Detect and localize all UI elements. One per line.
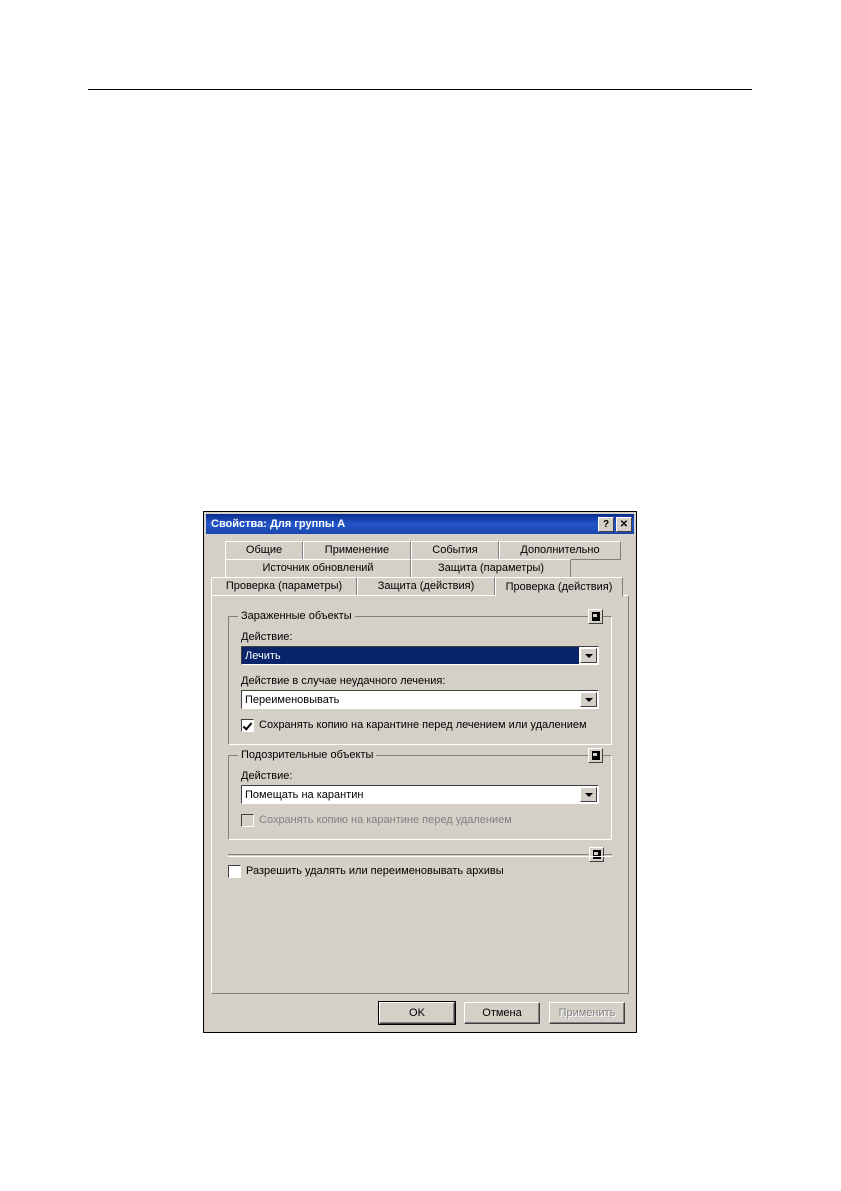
combo-infected-fallback-value: Переименовывать (245, 693, 340, 706)
tab-row-1 (211, 541, 629, 560)
lock-icon-suspicious[interactable] (588, 748, 603, 763)
tab-sobytiya[interactable]: События (411, 541, 499, 560)
group-infected-title: Зараженные объекты (238, 610, 355, 622)
combo-infected-fallback[interactable] (241, 690, 599, 709)
combo-infected-action-value: Лечить (242, 647, 579, 664)
tab-pane-proverka-deystviya (211, 595, 629, 994)
tab-obshchie[interactable]: Общие (225, 541, 303, 560)
combo-suspicious-action-value: Помещать на карантин (245, 788, 364, 801)
dialog-titlebar[interactable] (206, 514, 634, 534)
label-suspicious-action: Действие: (241, 770, 293, 782)
lock-glyph (593, 850, 601, 859)
combo-suspicious-action[interactable] (241, 785, 599, 804)
group-suspicious-title: Подозрительные объекты (238, 749, 376, 761)
tab-proverka-deystviya[interactable]: Проверка (действия) (495, 577, 623, 597)
checkbox-row-allow-archives[interactable] (228, 865, 612, 878)
close-icon[interactable]: ✕ (616, 517, 632, 532)
cancel-button[interactable]: Отмена (464, 1002, 540, 1024)
tab-proverka-parametry[interactable]: Проверка (параметры) (211, 577, 357, 596)
chevron-down-icon[interactable] (580, 787, 597, 802)
chevron-down-icon[interactable] (580, 692, 597, 707)
tab-zashchita-parametry[interactable]: Защита (параметры) (411, 559, 571, 578)
properties-dialog (203, 511, 637, 1033)
label-infected-action: Действие: (241, 631, 293, 643)
tab-row-3 (211, 577, 629, 596)
checkbox-suspicious-quarantine (241, 814, 254, 827)
help-icon[interactable]: ? (598, 517, 614, 532)
checkbox-infected-quarantine-label: Сохранять копию на карантине перед лечением или удалением (259, 719, 587, 731)
combo-infected-action[interactable] (241, 646, 599, 665)
dialog-title: Свойства: Для группы А (211, 518, 346, 530)
tab-row-2 (211, 559, 629, 578)
checkbox-suspicious-quarantine-label: Сохранять копию на карантине перед удалением (259, 814, 512, 826)
tab-zashchita-deystviya[interactable]: Защита (действия) (357, 577, 495, 596)
tab-primenenie[interactable]: Применение (303, 541, 411, 560)
group-suspicious-objects (228, 749, 612, 840)
tab-control (211, 541, 629, 994)
lock-icon-infected[interactable] (588, 609, 603, 624)
checkbox-row-infected-quarantine[interactable] (241, 719, 599, 732)
lock-glyph (592, 612, 600, 621)
checkbox-infected-quarantine[interactable] (241, 719, 254, 732)
lock-icon-archives[interactable] (589, 847, 604, 862)
checkbox-allow-archives[interactable] (228, 865, 241, 878)
group-infected-objects (228, 610, 612, 745)
archives-options (228, 865, 612, 878)
ok-button[interactable]: OK (379, 1002, 455, 1024)
label-infected-fallback: Действие в случае неудачного лечения: (241, 675, 446, 687)
checkbox-row-suspicious-quarantine (241, 814, 599, 827)
tab-istochnik-obnovleniy[interactable]: Источник обновлений (225, 559, 411, 578)
checkbox-allow-archives-label: Разрешить удалять или переименовывать архивы (246, 865, 504, 877)
dialog-button-bar (204, 1002, 636, 1024)
tab-dopolnitelno[interactable]: Дополнительно (499, 541, 621, 560)
chevron-down-icon[interactable] (580, 648, 597, 663)
apply-button[interactable]: Применить (549, 1002, 625, 1024)
page-header-rule (88, 89, 752, 90)
lock-glyph (592, 751, 600, 760)
group-archives-separator (228, 854, 612, 856)
